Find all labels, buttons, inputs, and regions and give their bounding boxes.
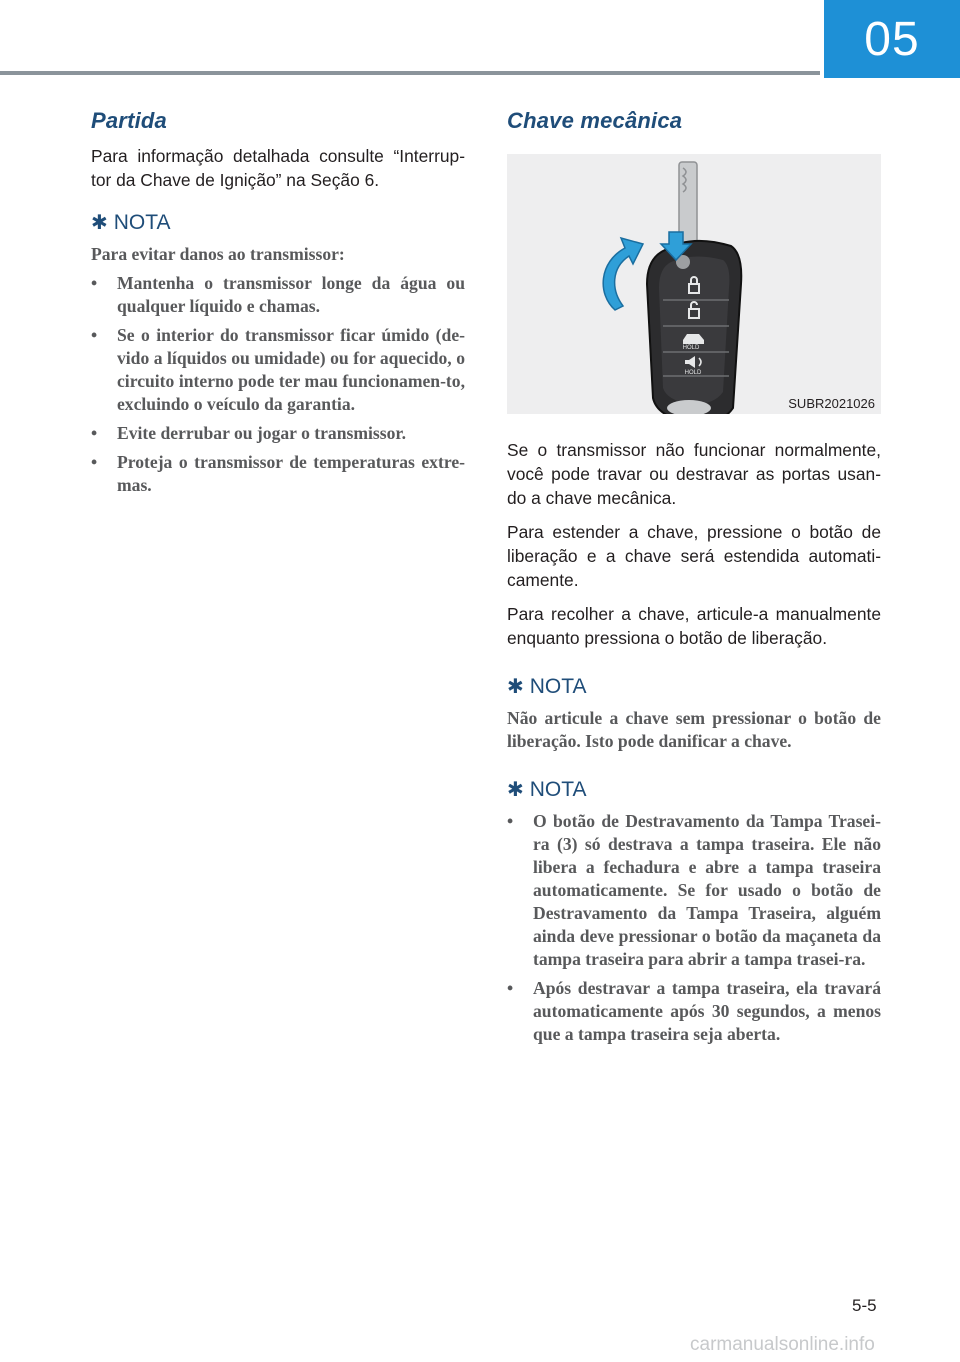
header-rule bbox=[0, 71, 820, 75]
mechanical-key-paragraph-3: Para recolher a chave, articule-a manualmente enquanto pressiona o botão de liberação. bbox=[507, 604, 881, 648]
figure-code: SUBR2021026 bbox=[788, 396, 875, 411]
list-item bbox=[507, 810, 881, 971]
note-heading bbox=[507, 674, 881, 699]
bullet-icon: • bbox=[91, 325, 98, 345]
chapter-tab bbox=[824, 0, 960, 78]
section-title-chave-mecanica: Chave mecânica bbox=[507, 108, 683, 133]
list-item-text: O botão de Destravamento da Tampa Trasei-ra (3) só destrava a tampa traseira. Ele não libera a fechadura e abre a tampa traseira automaticamente. Se for usado o botão de Destravamento da Tampa Traseira, alguém ainda deve pressionar o botão da maçaneta da tampa traseira para abrir a tampa trasei-ra. bbox=[533, 811, 881, 969]
list-item-text: Após destravar a tampa traseira, ela travará automaticamente após 30 segundos, a menos que a tampa traseira seja aberta. bbox=[533, 978, 881, 1044]
bullet-icon: • bbox=[507, 978, 514, 998]
note-x-icon: ✱ bbox=[91, 212, 108, 234]
bullet-icon: • bbox=[91, 273, 98, 293]
list-item-text: Se o interior do transmissor ficar úmido (de-vido a líquidos ou umidade) ou for aquecido, o circuito interno pode ter mau funcionamen-to, excluindo o veículo da garantia. bbox=[117, 325, 465, 414]
note-x-icon: ✱ bbox=[507, 676, 524, 698]
key-figure bbox=[507, 154, 881, 414]
mechanical-key-paragraph-2: Para estender a chave, pressione o botão de liberação e a chave será estendida automati-camente. bbox=[507, 522, 881, 590]
smart-key-illustration bbox=[507, 154, 881, 414]
hold-label-2: HOLD bbox=[684, 370, 702, 376]
partida-intro: Para informação detalhada consulte “Interrup-tor da Chave de Ignição” na Seção 6. bbox=[91, 146, 465, 190]
list-item bbox=[91, 272, 465, 318]
rotate-arrow-icon bbox=[603, 238, 643, 310]
left-column bbox=[91, 108, 465, 503]
list-item-text: Evite derrubar ou jogar o transmissor. bbox=[117, 423, 406, 443]
list-item bbox=[91, 422, 465, 445]
bullet-icon: • bbox=[507, 811, 514, 831]
page-number: 5-5 bbox=[852, 1296, 877, 1315]
key-fob-icon bbox=[647, 241, 741, 414]
hold-label-1: HOLD bbox=[682, 345, 700, 351]
note-lead: Para evitar danos ao transmissor: bbox=[91, 244, 345, 264]
list-item-text: Mantenha o transmissor longe da água ou qualquer líquido e chamas. bbox=[117, 273, 465, 316]
note-x-icon: ✱ bbox=[507, 779, 524, 801]
bullet-icon: • bbox=[91, 452, 98, 472]
bullet-icon: • bbox=[91, 423, 98, 443]
note-heading bbox=[91, 210, 465, 235]
right-column bbox=[507, 108, 881, 1052]
section-title-partida: Partida bbox=[91, 108, 167, 133]
list-item bbox=[91, 324, 465, 416]
note-bullet-list bbox=[91, 272, 465, 497]
chapter-number: 05 bbox=[864, 12, 920, 66]
note-text: Não articule a chave sem pressionar o botão de liberação. Isto pode danificar a chave. bbox=[507, 708, 881, 751]
watermark: carmanualsonline.info bbox=[690, 1334, 875, 1355]
list-item-text: Proteja o transmissor de temperaturas extre-mas. bbox=[117, 452, 465, 495]
note-label: NOTA bbox=[113, 210, 171, 234]
note-bullet-list bbox=[507, 810, 881, 1046]
list-item bbox=[507, 977, 881, 1046]
note-label: NOTA bbox=[529, 674, 587, 698]
list-item bbox=[91, 451, 465, 497]
note-label: NOTA bbox=[529, 777, 587, 801]
mechanical-key-paragraph-1: Se o transmissor não funcionar normalmente, você pode travar ou destravar as portas usan-do a chave mecânica. bbox=[507, 440, 881, 508]
note-heading bbox=[507, 777, 881, 802]
